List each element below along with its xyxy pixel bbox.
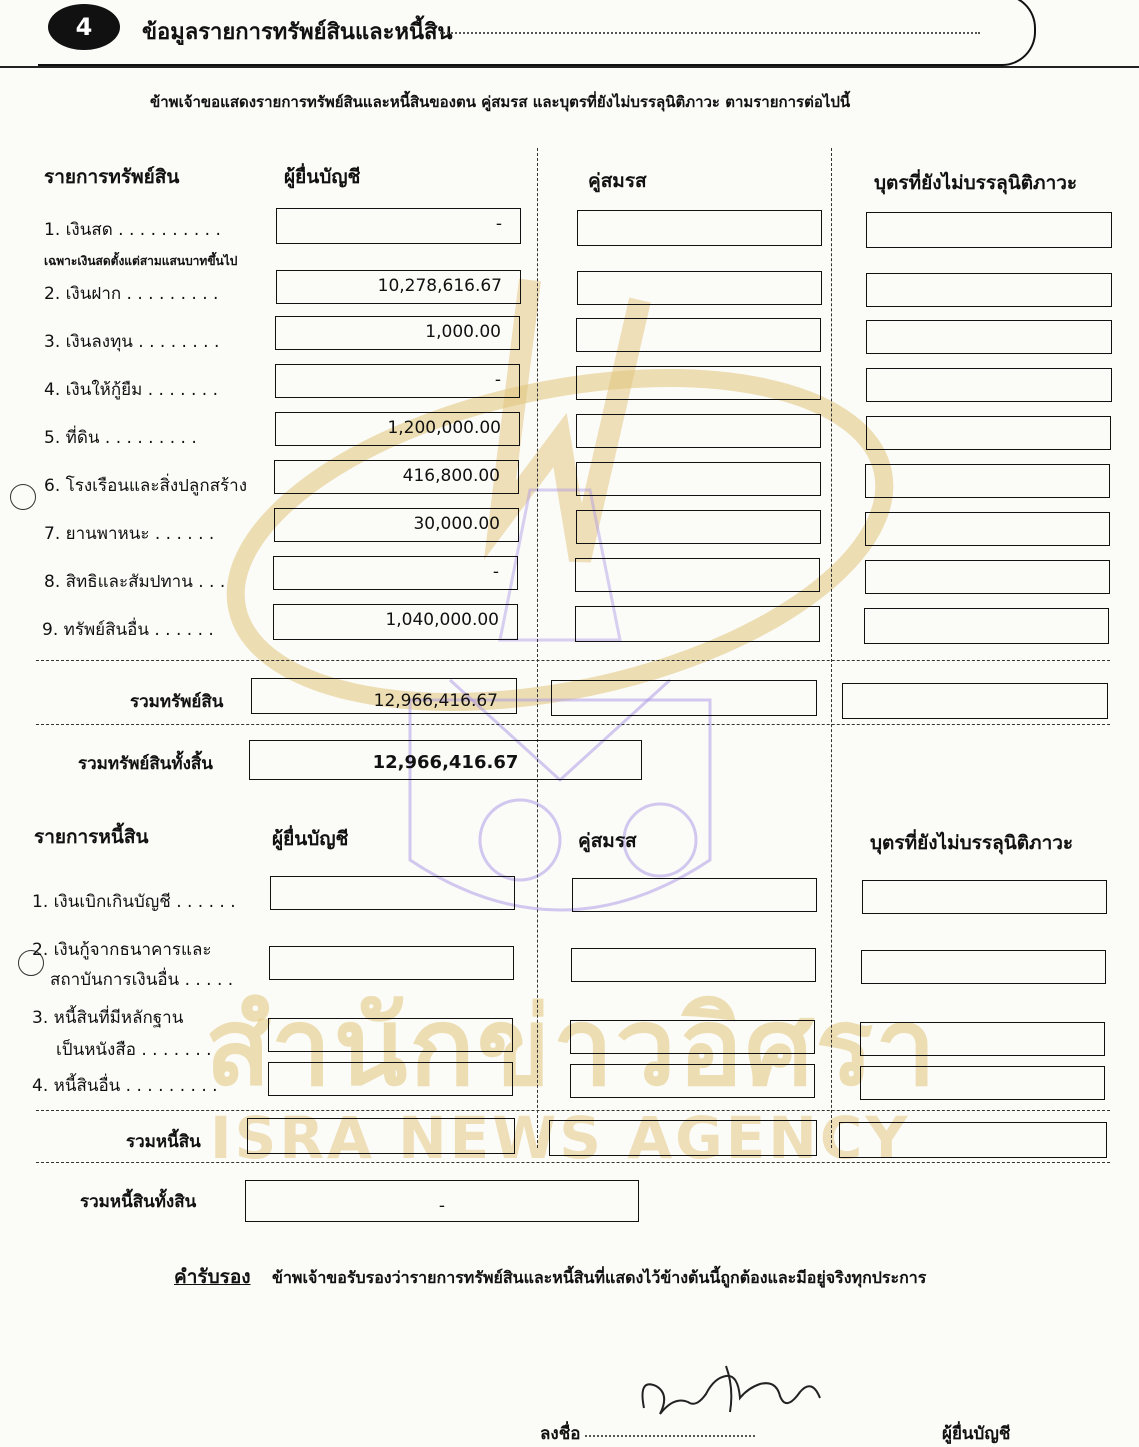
assets-subtotal-divider xyxy=(36,660,1110,661)
asset-spouse-value xyxy=(576,414,821,448)
asset-filer-value: - xyxy=(273,556,518,590)
asset-row-label: 9. ทรัพย์สินอื่น . . . . . . xyxy=(42,620,214,640)
asset-spouse-value xyxy=(576,462,821,496)
signature-dotted-line xyxy=(585,1435,755,1437)
asset-children-value xyxy=(865,464,1110,498)
asset-row-label: 1. เงินสด . . . . . . . . . . xyxy=(44,220,221,240)
liability-row-label-cont: เป็นหนังสือ . . . . . . . xyxy=(56,1040,212,1060)
assets-col-children: บุตรที่ยังไม่บรรลุนิติภาวะ xyxy=(874,172,1078,194)
asset-filer-value: - xyxy=(275,364,520,398)
assets-total-label: รวมทรัพย์สินทั้งสิ้น xyxy=(78,754,213,774)
asset-spouse-value xyxy=(575,606,820,642)
cash-note: เฉพาะเงินสดตั้งแต่สามแสนบาทขึ้นไป xyxy=(44,254,238,268)
asset-children-value xyxy=(866,320,1112,354)
asset-spouse-value xyxy=(576,318,821,352)
sign-label: ลงชื่อ xyxy=(540,1424,581,1444)
liability-spouse-value xyxy=(570,1064,815,1098)
asset-children-value xyxy=(866,368,1112,402)
asset-children-value xyxy=(865,560,1110,594)
assets-subtotal-label: รวมทรัพย์สิน xyxy=(130,692,224,712)
liability-filer-value xyxy=(268,1062,513,1096)
liability-row-label: 4. หนี้สินอื่น . . . . . . . . . xyxy=(32,1076,218,1096)
certification-title: คำรับรอง xyxy=(174,1266,251,1288)
punch-hole xyxy=(10,484,36,510)
asset-filer-value: 10,278,616.67 xyxy=(276,270,521,304)
asset-spouse-value xyxy=(577,210,822,246)
filer-role-label: ผู้ยื่นบัญชี xyxy=(942,1424,1011,1444)
assets-col-filer: ผู้ยื่นบัญชี xyxy=(284,166,361,188)
liability-spouse-value xyxy=(571,948,816,982)
asset-spouse-value xyxy=(577,271,822,305)
asset-row-label: 6. โรงเรือนและสิ่งปลูกสร้าง xyxy=(44,476,247,496)
asset-row-label: 2. เงินฝาก . . . . . . . . . xyxy=(44,284,219,304)
assets-total-value: 12,966,416.67 xyxy=(249,740,642,780)
asset-spouse-value xyxy=(575,558,820,592)
assets-total-divider xyxy=(36,724,1110,725)
liability-spouse-value xyxy=(572,878,817,912)
asset-filer-value: 1,200,000.00 xyxy=(275,412,520,446)
liabilities-subtotal-divider xyxy=(36,1110,1110,1111)
liability-children-value xyxy=(860,1066,1105,1100)
asset-children-value xyxy=(864,608,1109,644)
watermark-english: ISRA NEWS AGENCY xyxy=(210,1104,911,1172)
section-number-badge: 4 xyxy=(48,4,120,50)
liability-children-value xyxy=(862,880,1107,914)
assets-subtotal-filer: 12,966,416.67 xyxy=(251,678,517,714)
asset-row-label: 7. ยานพาหนะ . . . . . . xyxy=(44,524,215,544)
liability-row-label: 1. เงินเบิกเกินบัญชี . . . . . . xyxy=(32,892,236,912)
liability-filer-value xyxy=(270,876,515,910)
asset-filer-value: 1,000.00 xyxy=(275,316,520,350)
column-divider-1 xyxy=(537,148,538,1148)
liability-row-label: 3. หนี้สินที่มีหลักฐาน xyxy=(32,1008,184,1028)
liabilities-total-value: - xyxy=(245,1180,639,1222)
liability-children-value xyxy=(861,950,1106,984)
asset-row-label: 3. เงินลงทุน . . . . . . . . xyxy=(44,332,220,352)
assets-subtotal-spouse xyxy=(551,680,817,716)
liabilities-heading: รายการหนี้สิน xyxy=(34,826,149,848)
asset-children-value xyxy=(865,512,1110,546)
header-divider xyxy=(0,66,1139,68)
liability-row-label: 2. เงินกู้จากธนาคารและ xyxy=(32,940,212,960)
assets-heading: รายการทรัพย์สิน xyxy=(44,166,180,188)
asset-filer-value: 30,000.00 xyxy=(274,508,519,542)
liabilities-total-label: รวมหนี้สินทั้งสิน xyxy=(80,1192,197,1212)
asset-spouse-value xyxy=(576,366,821,400)
liabilities-col-spouse: คู่สมรส xyxy=(578,830,637,852)
assets-col-spouse: คู่สมรส xyxy=(588,170,647,192)
certification-text: ข้าพเจ้าขอรับรองว่ารายการทรัพย์สินและหนี้สินที่แสดงไว้ข้างต้นนี้ถูกต้องและมีอยู่จริงทุกประการ xyxy=(272,1268,927,1287)
asset-row-label: 5. ที่ดิน . . . . . . . . . xyxy=(44,428,197,448)
liabilities-subtotal-label: รวมหนี้สิน xyxy=(126,1132,201,1152)
liabilities-col-children: บุตรที่ยังไม่บรรลุนิติภาวะ xyxy=(870,832,1074,854)
liability-filer-value xyxy=(269,946,514,980)
liability-filer-value xyxy=(268,1018,513,1052)
asset-children-value xyxy=(866,212,1112,248)
asset-row-label: 4. เงินให้กู้ยืม . . . . . . . xyxy=(44,380,218,400)
asset-filer-value: - xyxy=(276,208,521,244)
liabilities-subtotal-children xyxy=(839,1122,1107,1158)
asset-spouse-value xyxy=(576,510,821,544)
liabilities-subtotal-filer xyxy=(247,1118,515,1154)
liability-spouse-value xyxy=(570,1020,815,1054)
liability-row-label-cont: สถาบันการเงินอื่น . . . . . xyxy=(50,970,234,990)
liability-children-value xyxy=(860,1022,1105,1056)
title-dotted-line xyxy=(440,32,980,34)
intro-text: ข้าพเจ้าขอแสดงรายการทรัพย์สินและหนี้สินของตน คู่สมรส และบุตรที่ยังไม่บรรลุนิติภาวะ ตามรายการต่อไปนี้ xyxy=(150,93,851,111)
liabilities-col-filer: ผู้ยื่นบัญชี xyxy=(272,828,349,850)
asset-row-label: 8. สิทธิและสัมปทาน . . . xyxy=(44,572,226,592)
liabilities-subtotal-spouse xyxy=(549,1120,817,1156)
asset-children-value xyxy=(866,273,1112,307)
column-divider-2 xyxy=(831,148,832,1148)
asset-children-value xyxy=(866,416,1111,450)
asset-filer-value: 1,040,000.00 xyxy=(273,604,518,640)
watermark-thai: สำนักข่าวอิศรา xyxy=(205,985,938,1110)
section-title: ข้อมูลรายการทรัพย์สินและหนี้สิน xyxy=(142,20,453,45)
assets-subtotal-children xyxy=(842,683,1108,719)
asset-filer-value: 416,800.00 xyxy=(274,460,519,494)
liabilities-total-divider xyxy=(36,1162,1110,1163)
signature-image xyxy=(630,1358,830,1428)
